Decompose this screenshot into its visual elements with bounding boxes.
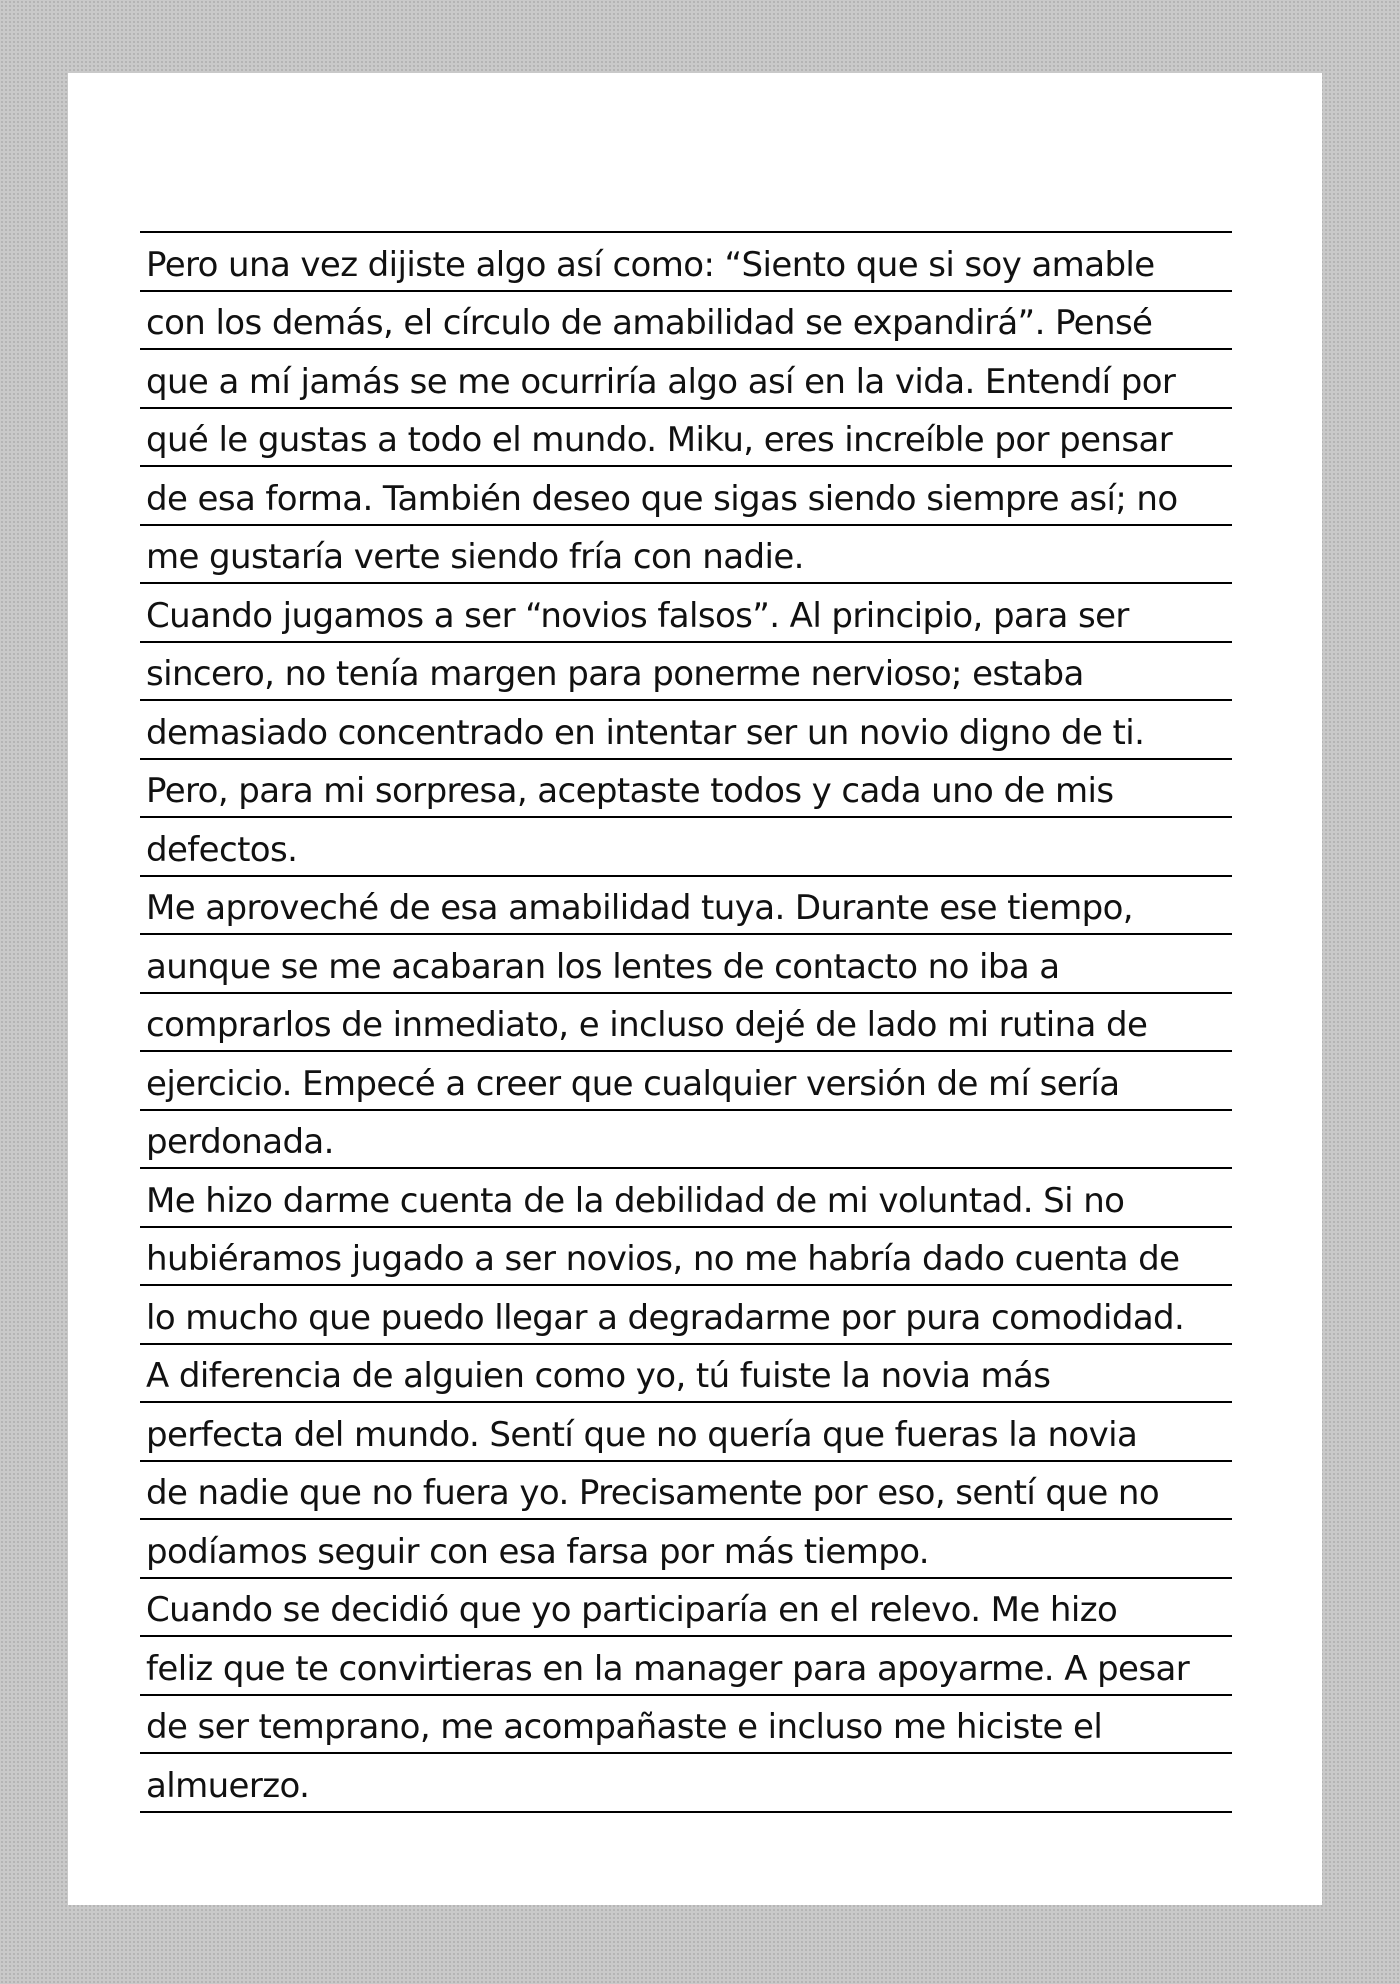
text-line: sincero, no tenía margen para ponerme nervioso; estaba [140,643,1232,702]
text-line: podíamos seguir con esa farsa por más tiempo. [140,1520,1232,1579]
text-line: hubiéramos jugado a ser novios, no me habría dado cuenta de [140,1228,1232,1287]
text-line: perfecta del mundo. Sentí que no quería que fueras la novia [140,1403,1232,1462]
text-line: Me aproveché de esa amabilidad tuya. Durante ese tiempo, [140,877,1232,936]
text-line: Me hizo darme cuenta de la debilidad de mi voluntad. Si no [140,1169,1232,1228]
text-line: Pero, para mi sorpresa, aceptaste todos y cada uno de mis [140,760,1232,819]
text-line: con los demás, el círculo de amabilidad se expandirá”. Pensé [140,292,1232,351]
text-line: defectos. [140,818,1232,877]
text-line: de ser temprano, me acompañaste e incluso me hiciste el [140,1696,1232,1755]
text-line: qué le gustas a todo el mundo. Miku, eres increíble por pensar [140,409,1232,468]
text-line: almuerzo. [140,1754,1232,1813]
text-line: feliz que te convirtieras en la manager para apoyarme. A pesar [140,1637,1232,1696]
lined-text-body [140,231,1232,1813]
text-line: ejercicio. Empecé a creer que cualquier versión de mí sería [140,1052,1232,1111]
text-line: de nadie que no fuera yo. Precisamente por eso, sentí que no [140,1462,1232,1521]
text-line: A diferencia de alguien como yo, tú fuiste la novia más [140,1345,1232,1404]
text-line: perdonada. [140,1111,1232,1170]
text-line: que a mí jamás se me ocurriría algo así en la vida. Entendí por [140,350,1232,409]
text-line: demasiado concentrado en intentar ser un novio digno de ti. [140,701,1232,760]
letter-page [68,73,1322,1905]
text-line: Cuando se decidió que yo participaría en el relevo. Me hizo [140,1579,1232,1638]
text-line: lo mucho que puedo llegar a degradarme por pura comodidad. [140,1286,1232,1345]
text-line: me gustaría verte siendo fría con nadie. [140,526,1232,585]
text-line: Pero una vez dijiste algo así como: “Siento que si soy amable [140,233,1232,292]
text-line: de esa forma. También deseo que sigas siendo siempre así; no [140,467,1232,526]
text-line: aunque se me acabaran los lentes de contacto no iba a [140,935,1232,994]
text-line: comprarlos de inmediato, e incluso dejé de lado mi rutina de [140,994,1232,1053]
text-line: Cuando jugamos a ser “novios falsos”. Al principio, para ser [140,584,1232,643]
